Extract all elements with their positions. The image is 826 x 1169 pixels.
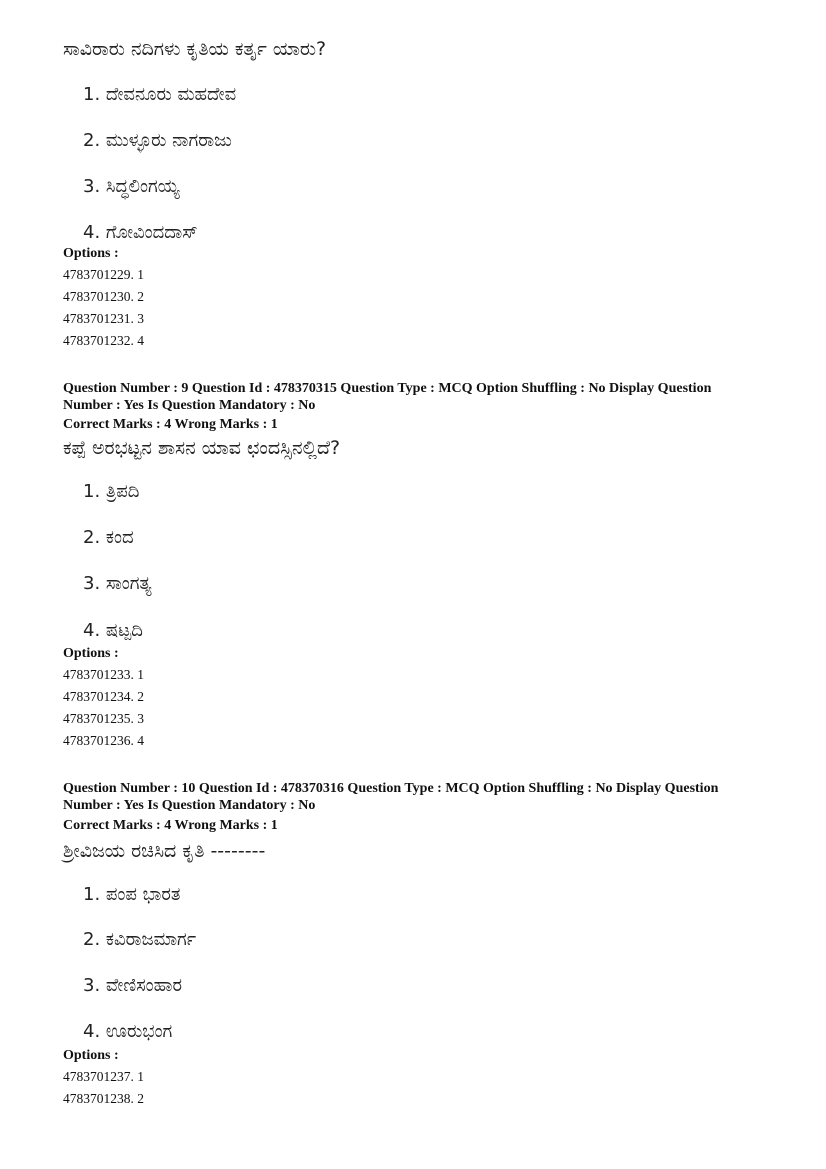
marks-line: Correct Marks : 4 Wrong Marks : 1 xyxy=(63,818,278,833)
answer-choice-3: 3. ಸಾಂಗತ್ಯ xyxy=(83,573,152,594)
option-id: 4783701230. 2 xyxy=(63,289,144,304)
answer-choice-4: 4. ಊರುಭಂಗ xyxy=(83,1021,173,1042)
answer-choice-3: 3. ಸಿದ್ಧಲಿಂಗಯ್ಯ xyxy=(83,176,180,197)
answer-choice-2: 2. ಕವಿರಾಜಮಾರ್ಗ xyxy=(83,929,197,950)
option-id: 4783701233. 1 xyxy=(63,667,144,682)
answer-choice-1: 1. ತ್ರಿಪದಿ xyxy=(83,481,140,502)
option-id: 4783701231. 3 xyxy=(63,311,144,326)
option-id: 4783701232. 4 xyxy=(63,333,144,348)
option-id: 4783701237. 1 xyxy=(63,1069,144,1084)
question-text: ಕಪ್ಪೆ ಅರಭಟ್ಟನ ಶಾಸನ ಯಾವ ಛಂದಸ್ಸಿನಲ್ಲಿದೆ? xyxy=(63,437,341,459)
option-id: 4783701238. 2 xyxy=(63,1091,144,1106)
question-text: ಸಾವಿರಾರು ನದಿಗಳು ಕೃತಿಯ ಕರ್ತೃ ಯಾರು? xyxy=(63,38,327,60)
question-text: ಶ್ರೀವಿಜಯ ರಚಿಸಿದ ಕೃತಿ -------- xyxy=(63,840,266,862)
answer-choice-1: 1. ದೇವನೂರು ಮಹದೇವ xyxy=(83,84,237,105)
options-label: Options : xyxy=(63,646,119,661)
option-id: 4783701235. 3 xyxy=(63,711,144,726)
question-meta-line-1: Question Number : 9 Question Id : 478370315 Question Type : MCQ Option Shuffling : No Display Question xyxy=(63,381,712,396)
answer-choice-2: 2. ಮುಳ್ಳೂರು ನಾಗರಾಜು xyxy=(83,130,232,151)
options-label: Options : xyxy=(63,246,119,261)
option-id: 4783701234. 2 xyxy=(63,689,144,704)
answer-choice-3: 3. ವೇಣಿಸಂಹಾರ xyxy=(83,975,182,996)
options-label: Options : xyxy=(63,1048,119,1063)
option-id: 4783701236. 4 xyxy=(63,733,144,748)
question-meta-line-2: Number : Yes Is Question Mandatory : No xyxy=(63,398,316,413)
answer-choice-4: 4. ಗೋವಿಂದದಾಸ್ xyxy=(83,222,198,243)
answer-choice-2: 2. ಕಂದ xyxy=(83,527,134,548)
question-meta-line-2: Number : Yes Is Question Mandatory : No xyxy=(63,798,316,813)
option-id: 4783701229. 1 xyxy=(63,267,144,282)
marks-line: Correct Marks : 4 Wrong Marks : 1 xyxy=(63,417,278,432)
answer-choice-4: 4. ಷಟ್ಪದಿ xyxy=(83,620,143,641)
answer-choice-1: 1. ಪಂಪ ಭಾರತ xyxy=(83,884,181,905)
question-meta-line-1: Question Number : 10 Question Id : 478370316 Question Type : MCQ Option Shuffling : No Display Question xyxy=(63,781,719,796)
